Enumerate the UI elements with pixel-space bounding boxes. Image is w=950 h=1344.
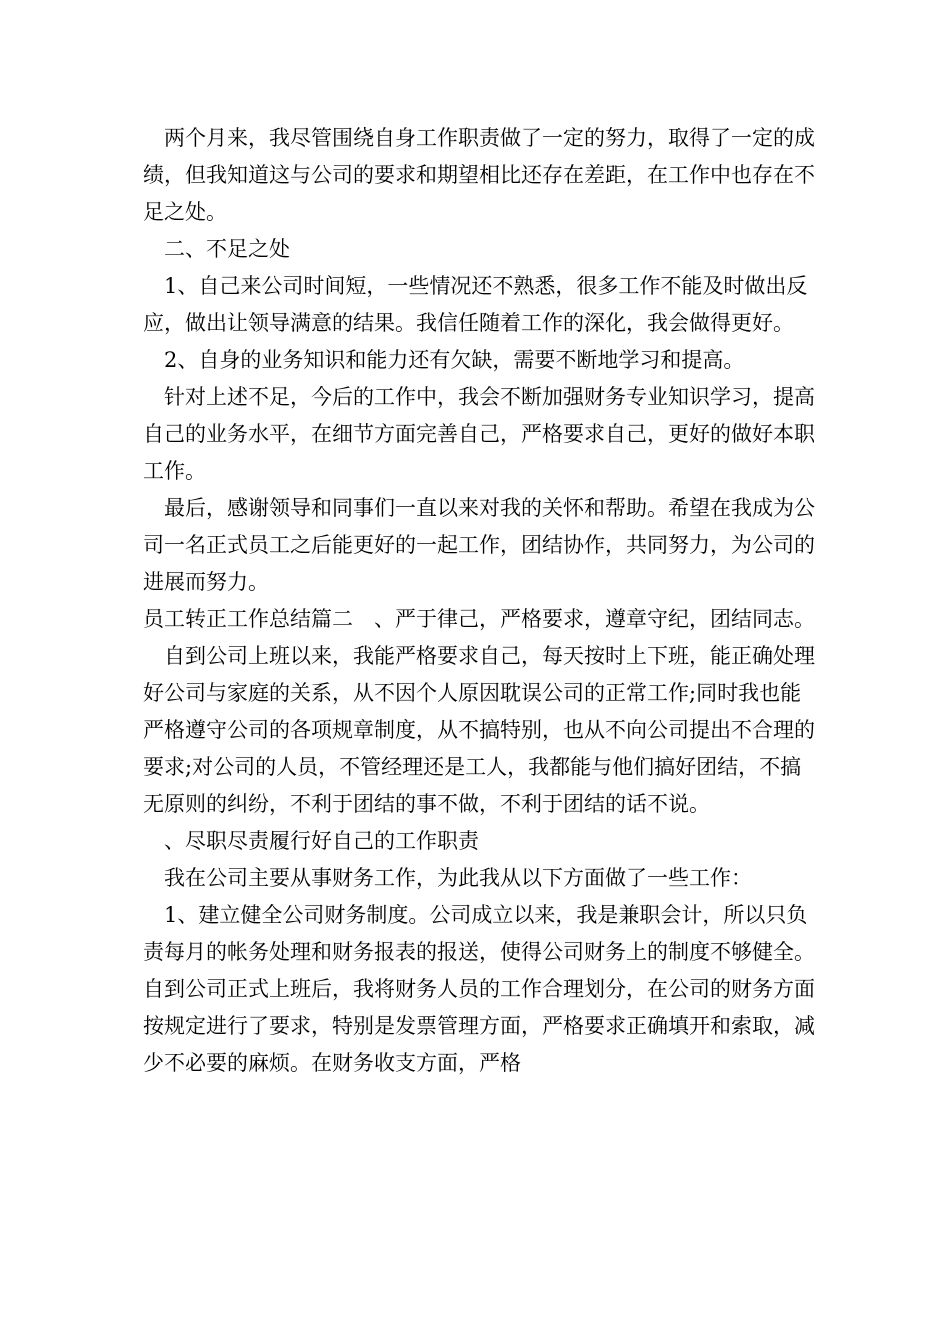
article-title-part-two: 员工转正工作总结篇二 、严于律己，严格要求，遵章守纪，团结同志。 [143,607,815,631]
paragraph-10: 我在公司主要从事财务工作，为此我从以下方面做了一些工作： [164,866,752,890]
document-body [143,120,815,1082]
paragraph-8: 自到公司上班以来，我能严格要求自己，每天按时上下班，能正确处理好公司与家庭的关系，从不因个人原因耽误公司的正常工作;同时我也能严格遵守公司的各项规章制度，从不搞特别，也从不向公司提出不合理的要求;对公司的人员，不管经理还是工人，我都能与他们搞好团结，不搞无原则的纠纷，不利于团结的事不做，不利于团结的话不说。 [143,644,815,816]
section-heading-duties: 、尽职尽责履行好自己的工作职责 [164,829,479,853]
paragraph-3: 1、自己来公司时间短，一些情况还不熟悉，很多工作不能及时做出反应，做出让领导满意的结果。我信任随着工作的深化，我会做得更好。 [143,274,808,335]
paragraph-11: 1、建立健全公司财务制度。公司成立以来，我是兼职会计，所以只负责每月的帐务处理和财务报表的报送，使得公司财务上的制度不够健全。自到公司正式上班后，我将财务人员的工作合理划分，在公司的财务方面按规定进行了要求，特别是发票管理方面，严格要求正确填开和索取，减少不必要的麻烦。在财务收支方面，严格 [143,903,815,1075]
paragraph-4: 2、自身的业务知识和能力还有欠缺，需要不断地学习和提高。 [164,348,745,372]
paragraph-1: 两个月来，我尽管围绕自身工作职责做了一定的努力，取得了一定的成绩，但我知道这与公司的要求和期望相比还存在差距，在工作中也存在不足之处。 [143,126,815,224]
paragraph-6: 最后，感谢领导和同事们一直以来对我的关怀和帮助。希望在我成为公司一名正式员工之后能更好的一起工作，团结协作，共同努力，为公司的进展而努力。 [143,496,815,594]
paragraph-5: 针对上述不足，今后的工作中，我会不断加强财务专业知识学习，提高自己的业务水平，在细节方面完善自己，严格要求自己，更好的做好本职工作。 [143,385,815,483]
section-heading-shortcomings: 二、不足之处 [164,237,290,261]
